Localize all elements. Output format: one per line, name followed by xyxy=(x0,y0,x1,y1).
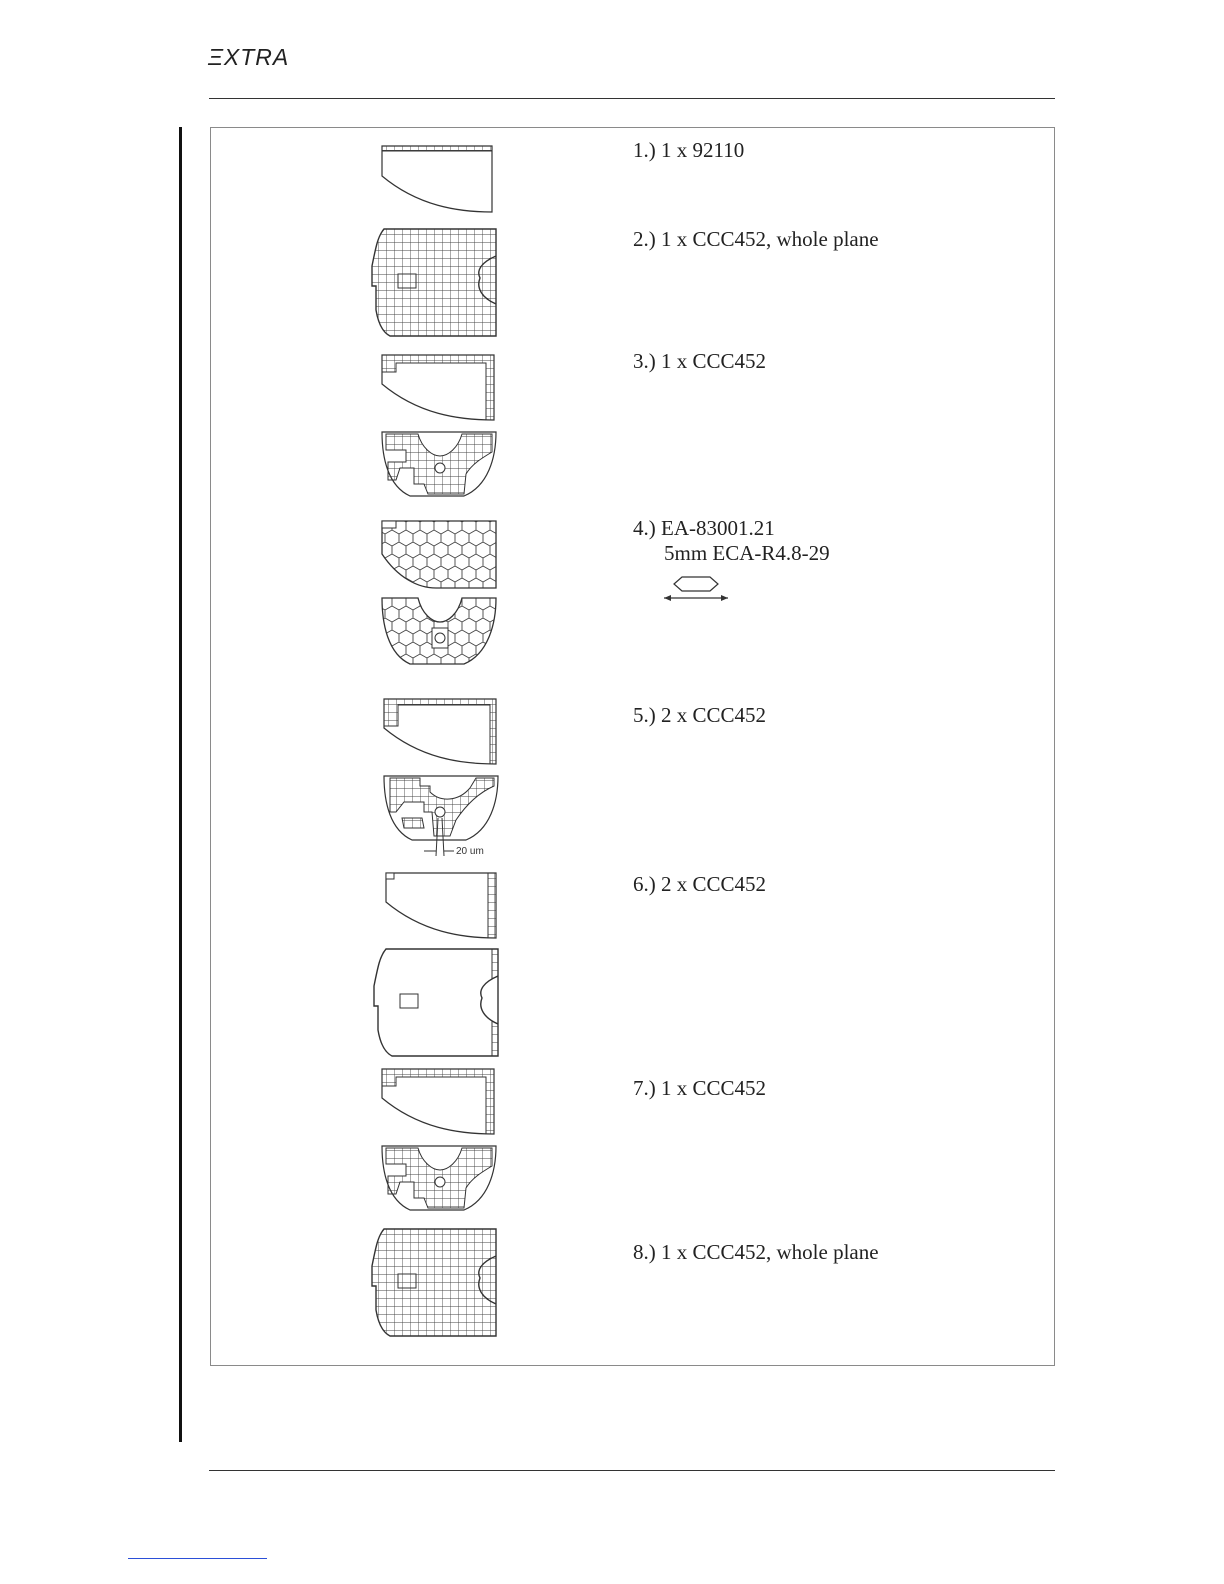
side-panel-figure xyxy=(378,352,500,424)
side-panel-figure xyxy=(380,696,500,768)
bottom-panel-figure xyxy=(378,594,500,668)
side-panel-figure xyxy=(378,1066,500,1138)
step-4-label-line1: 4.) EA-83001.21 xyxy=(633,516,775,540)
dimension-note: 20 um xyxy=(456,846,484,857)
top-plane-figure xyxy=(372,946,504,1060)
company-logo: ΞXTRA xyxy=(208,44,290,70)
footer-link-underline xyxy=(128,1558,267,1559)
step-7-label: 7.) 1 x CCC452 xyxy=(633,1076,767,1100)
step-8-label: 8.) 1 x CCC452, whole plane xyxy=(633,1240,879,1264)
side-panel-figure xyxy=(378,518,500,590)
bottom-panel-figure xyxy=(380,772,504,858)
side-panel-figure xyxy=(378,142,498,216)
bottom-panel-figure xyxy=(378,1142,500,1214)
step-4-label xyxy=(633,516,830,566)
step-1-label: 1.) 1 x 92110 xyxy=(633,138,745,162)
step-4-label-line2: 5mm ECA-R4.8-29 xyxy=(664,541,830,565)
mesh-direction-arrow-icon xyxy=(662,573,732,603)
step-2-label: 2.) 1 x CCC452, whole plane xyxy=(633,227,879,251)
step-5-label: 5.) 2 x CCC452 xyxy=(633,703,767,727)
header-rule xyxy=(209,98,1055,99)
figure-frame xyxy=(210,127,1055,1366)
step-6-label: 6.) 2 x CCC452 xyxy=(633,872,767,896)
bottom-panel-figure xyxy=(378,428,500,500)
top-plane-figure xyxy=(370,1226,502,1340)
footer-rule xyxy=(209,1470,1055,1471)
top-plane-figure xyxy=(370,226,502,340)
step-3-label: 3.) 1 x CCC452 xyxy=(633,349,767,373)
change-bar xyxy=(179,127,182,1442)
side-panel-figure xyxy=(382,870,500,942)
